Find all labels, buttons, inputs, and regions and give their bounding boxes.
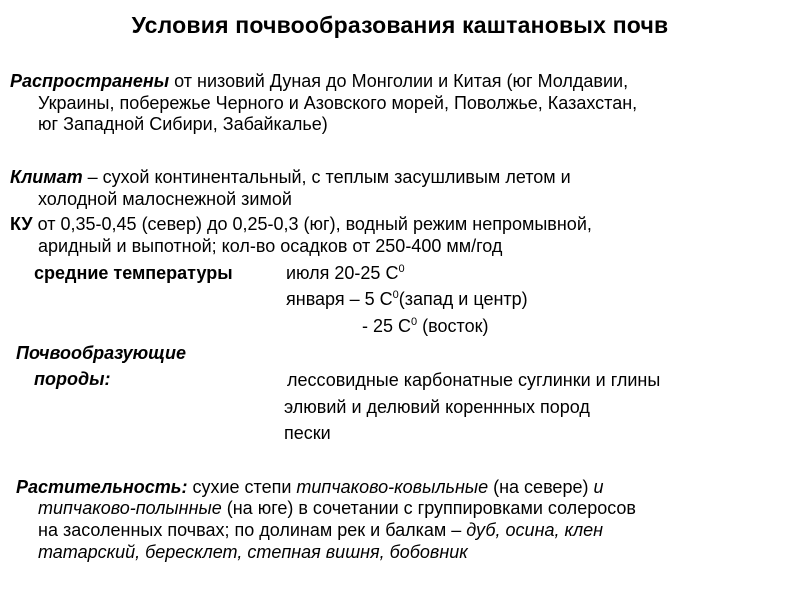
vegetation-label: Растительность:	[16, 477, 188, 497]
temperature-east: - 25 $С^0$ (восток)	[362, 316, 489, 336]
vegetation-line-3: на засоленных почвах; по долинам рек и балкам – дуб, осина, клен	[38, 520, 604, 540]
ku-line-2: аридный и выпотной; кол-во осадков от 250-400 мм/год	[38, 236, 503, 256]
vegetation-line-2: типчаково-полынные (на юге) в сочетании с группировками солеросов	[38, 498, 636, 518]
climate-line-1	[10, 167, 571, 187]
distribution-line-1	[10, 71, 628, 91]
parent-rock-item-1: лессовидные карбонатные суглинки и глины	[287, 370, 661, 390]
page-title: Условия почвообразования каштановых почв	[131, 12, 669, 38]
ku-label: КУ	[10, 214, 33, 234]
parent-rocks-label-2: породы:	[34, 369, 111, 389]
climate-label: Климат	[10, 167, 83, 187]
vegetation-line-4: татарский, бересклет, степная вишня, бобовник	[38, 542, 468, 562]
vegetation-line-1: Растительность: сухие степи типчаково-ковыльные (на севере) и	[16, 477, 604, 497]
parent-rock-item-2: элювий и делювий кореннных пород	[284, 397, 590, 417]
ku-text-1: от 0,35-0,45 (север) до 0,25-0,3 (юг), водный режим непромывной,	[32, 214, 592, 234]
temperatures-label: средние температуры	[34, 263, 233, 283]
parent-rock-item-3: пески	[284, 423, 331, 443]
climate-text-1: – сухой континентальный, с теплым засушливым летом и	[82, 167, 571, 187]
climate-line-2: холодной малоснежной зимой	[38, 189, 292, 209]
distribution-text-1: от низовий Дуная до Монголии и Китая (юг Молдавии,	[169, 71, 629, 91]
distribution-label: Распространены	[10, 71, 170, 91]
ku-line-1	[10, 214, 592, 234]
temperature-january: января – 5 $С^0(запад$ и центр)	[286, 289, 528, 309]
parent-rocks-label-1: Почвообразующие	[16, 343, 187, 363]
distribution-line-3: юг Западной Сибири, Забайкалье)	[38, 114, 328, 134]
distribution-line-2: Украины, побережье Черного и Азовского морей, Поволжье, Казахстан,	[38, 93, 638, 113]
temperature-july: июля 20-25 $С^0$	[286, 263, 405, 283]
